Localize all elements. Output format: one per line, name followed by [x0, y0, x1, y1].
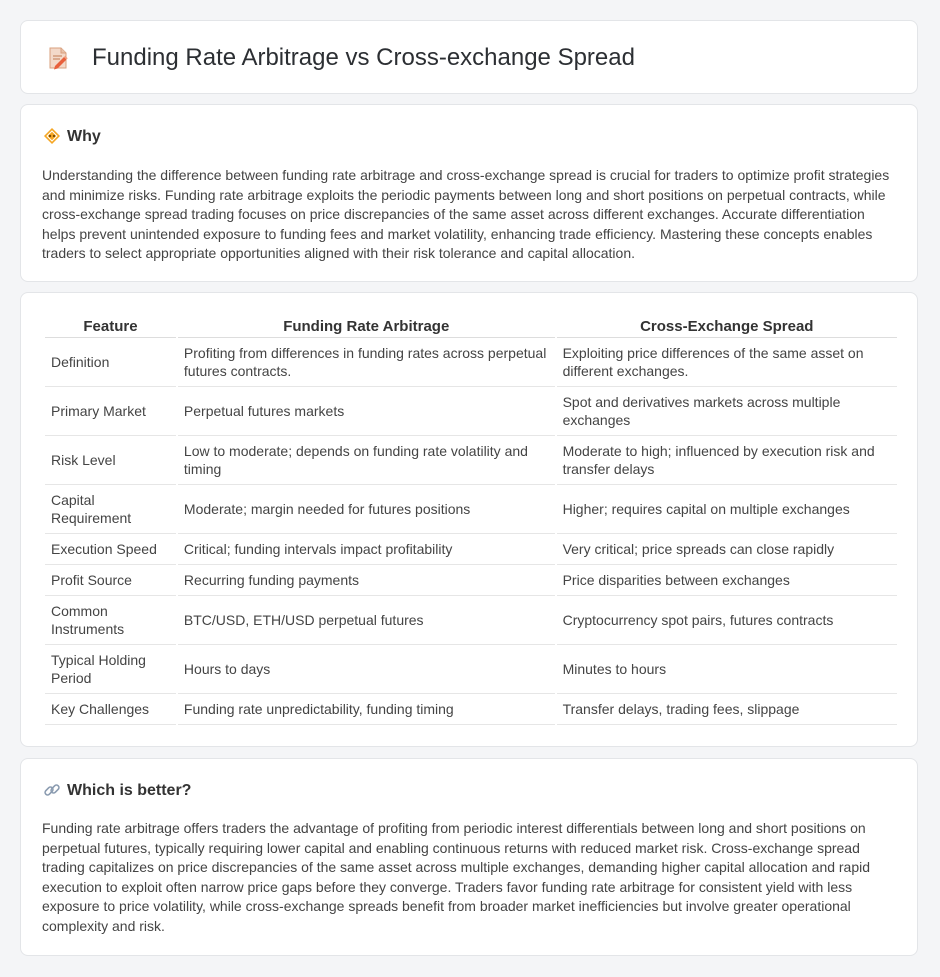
spread-cell: Minutes to hours	[557, 645, 897, 694]
spread-cell: Moderate to high; influenced by execution risk and transfer delays	[557, 436, 897, 485]
feature-cell: Capital Requirement	[45, 485, 176, 534]
funding-cell: BTC/USD, ETH/USD perpetual futures	[178, 596, 555, 645]
funding-cell: Low to moderate; depends on funding rate volatility and timing	[178, 436, 555, 485]
table-row	[45, 694, 897, 725]
spread-cell: Higher; requires capital on multiple exchanges	[557, 485, 897, 534]
header-feature: Feature	[45, 315, 176, 338]
why-heading: Why	[67, 128, 101, 145]
funding-cell: Hours to days	[178, 645, 555, 694]
table-row	[45, 436, 897, 485]
link-icon	[43, 781, 61, 799]
feature-cell: Profit Source	[45, 565, 176, 596]
page-title: Funding Rate Arbitrage vs Cross-exchange Spread	[92, 44, 635, 71]
which-is-better-heading: Which is better?	[67, 782, 192, 799]
title-card	[20, 20, 918, 94]
spread-cell: Exploiting price differences of the same asset on different exchanges.	[557, 338, 897, 387]
table-row	[45, 596, 897, 645]
memo-pencil-icon	[47, 46, 69, 70]
feature-cell: Key Challenges	[45, 694, 176, 725]
spread-cell: Cryptocurrency spot pairs, futures contracts	[557, 596, 897, 645]
spread-cell: Spot and derivatives markets across multiple exchanges	[557, 387, 897, 436]
funding-cell: Funding rate unpredictability, funding timing	[178, 694, 555, 725]
table-header-row	[45, 315, 897, 338]
table-row	[45, 534, 897, 565]
which-is-better-text: Funding rate arbitrage offers traders the advantage of profiting from periodic interest differentials between long and short positions on perpetual futures, typically requiring lower capital and enabling continuous returns with reduced market risk. Cross-exchange spread trading capitalizes on price discrepancies of the same asset across multiple exchanges, demanding higher capital allocation and rapid execution to exploit often narrow price gaps before they converge. Traders favor funding rate arbitrage for consistent yield with less exposure to price volatility, while cross-exchange spreads benefit from broader market inefficiencies but involve greater operational complexity and risk.	[42, 820, 871, 934]
funding-cell: Moderate; margin needed for futures positions	[178, 485, 555, 534]
table-row	[45, 645, 897, 694]
table-row	[45, 387, 897, 436]
feature-cell: Execution Speed	[45, 534, 176, 565]
funding-cell: Recurring funding payments	[178, 565, 555, 596]
feature-cell: Common Instruments	[45, 596, 176, 645]
funding-cell: Critical; funding intervals impact profitability	[178, 534, 555, 565]
header-cross-exchange-spread: Cross-Exchange Spread	[557, 315, 897, 338]
funding-cell: Perpetual futures markets	[178, 387, 555, 436]
why-text: Understanding the difference between funding rate arbitrage and cross-exchange spread is crucial for traders to optimize profit strategies and minimize risks. Funding rate arbitrage exploits the periodic payments between long and short positions on perpetual contracts, while cross-exchange spread trading focuses on price discrepancies of the same asset across different exchanges. Accurate differentiation helps prevent unintended exposure to funding fees and market volatility, enhancing trade efficiency. Mastering these concepts enables traders to select appropriate opportunities aligned with their risk tolerance and capital allocation.	[42, 167, 890, 262]
table-row	[45, 565, 897, 596]
feature-cell: Typical Holding Period	[45, 645, 176, 694]
funding-cell: Profiting from differences in funding rates across perpetual futures contracts.	[178, 338, 555, 387]
feature-cell: Risk Level	[45, 436, 176, 485]
which-is-better-section	[20, 758, 918, 956]
feature-cell: Definition	[45, 338, 176, 387]
table-row	[45, 338, 897, 387]
table-row	[45, 485, 897, 534]
feature-cell: Primary Market	[45, 387, 176, 436]
comparison-card	[20, 292, 918, 747]
spread-cell: Price disparities between exchanges	[557, 565, 897, 596]
comparison-table	[43, 315, 899, 725]
spread-cell: Very critical; price spreads can close rapidly	[557, 534, 897, 565]
spread-cell: Transfer delays, trading fees, slippage	[557, 694, 897, 725]
why-section	[20, 104, 918, 282]
diamond-sign-icon	[43, 127, 61, 145]
header-funding-rate-arbitrage: Funding Rate Arbitrage	[178, 315, 555, 338]
